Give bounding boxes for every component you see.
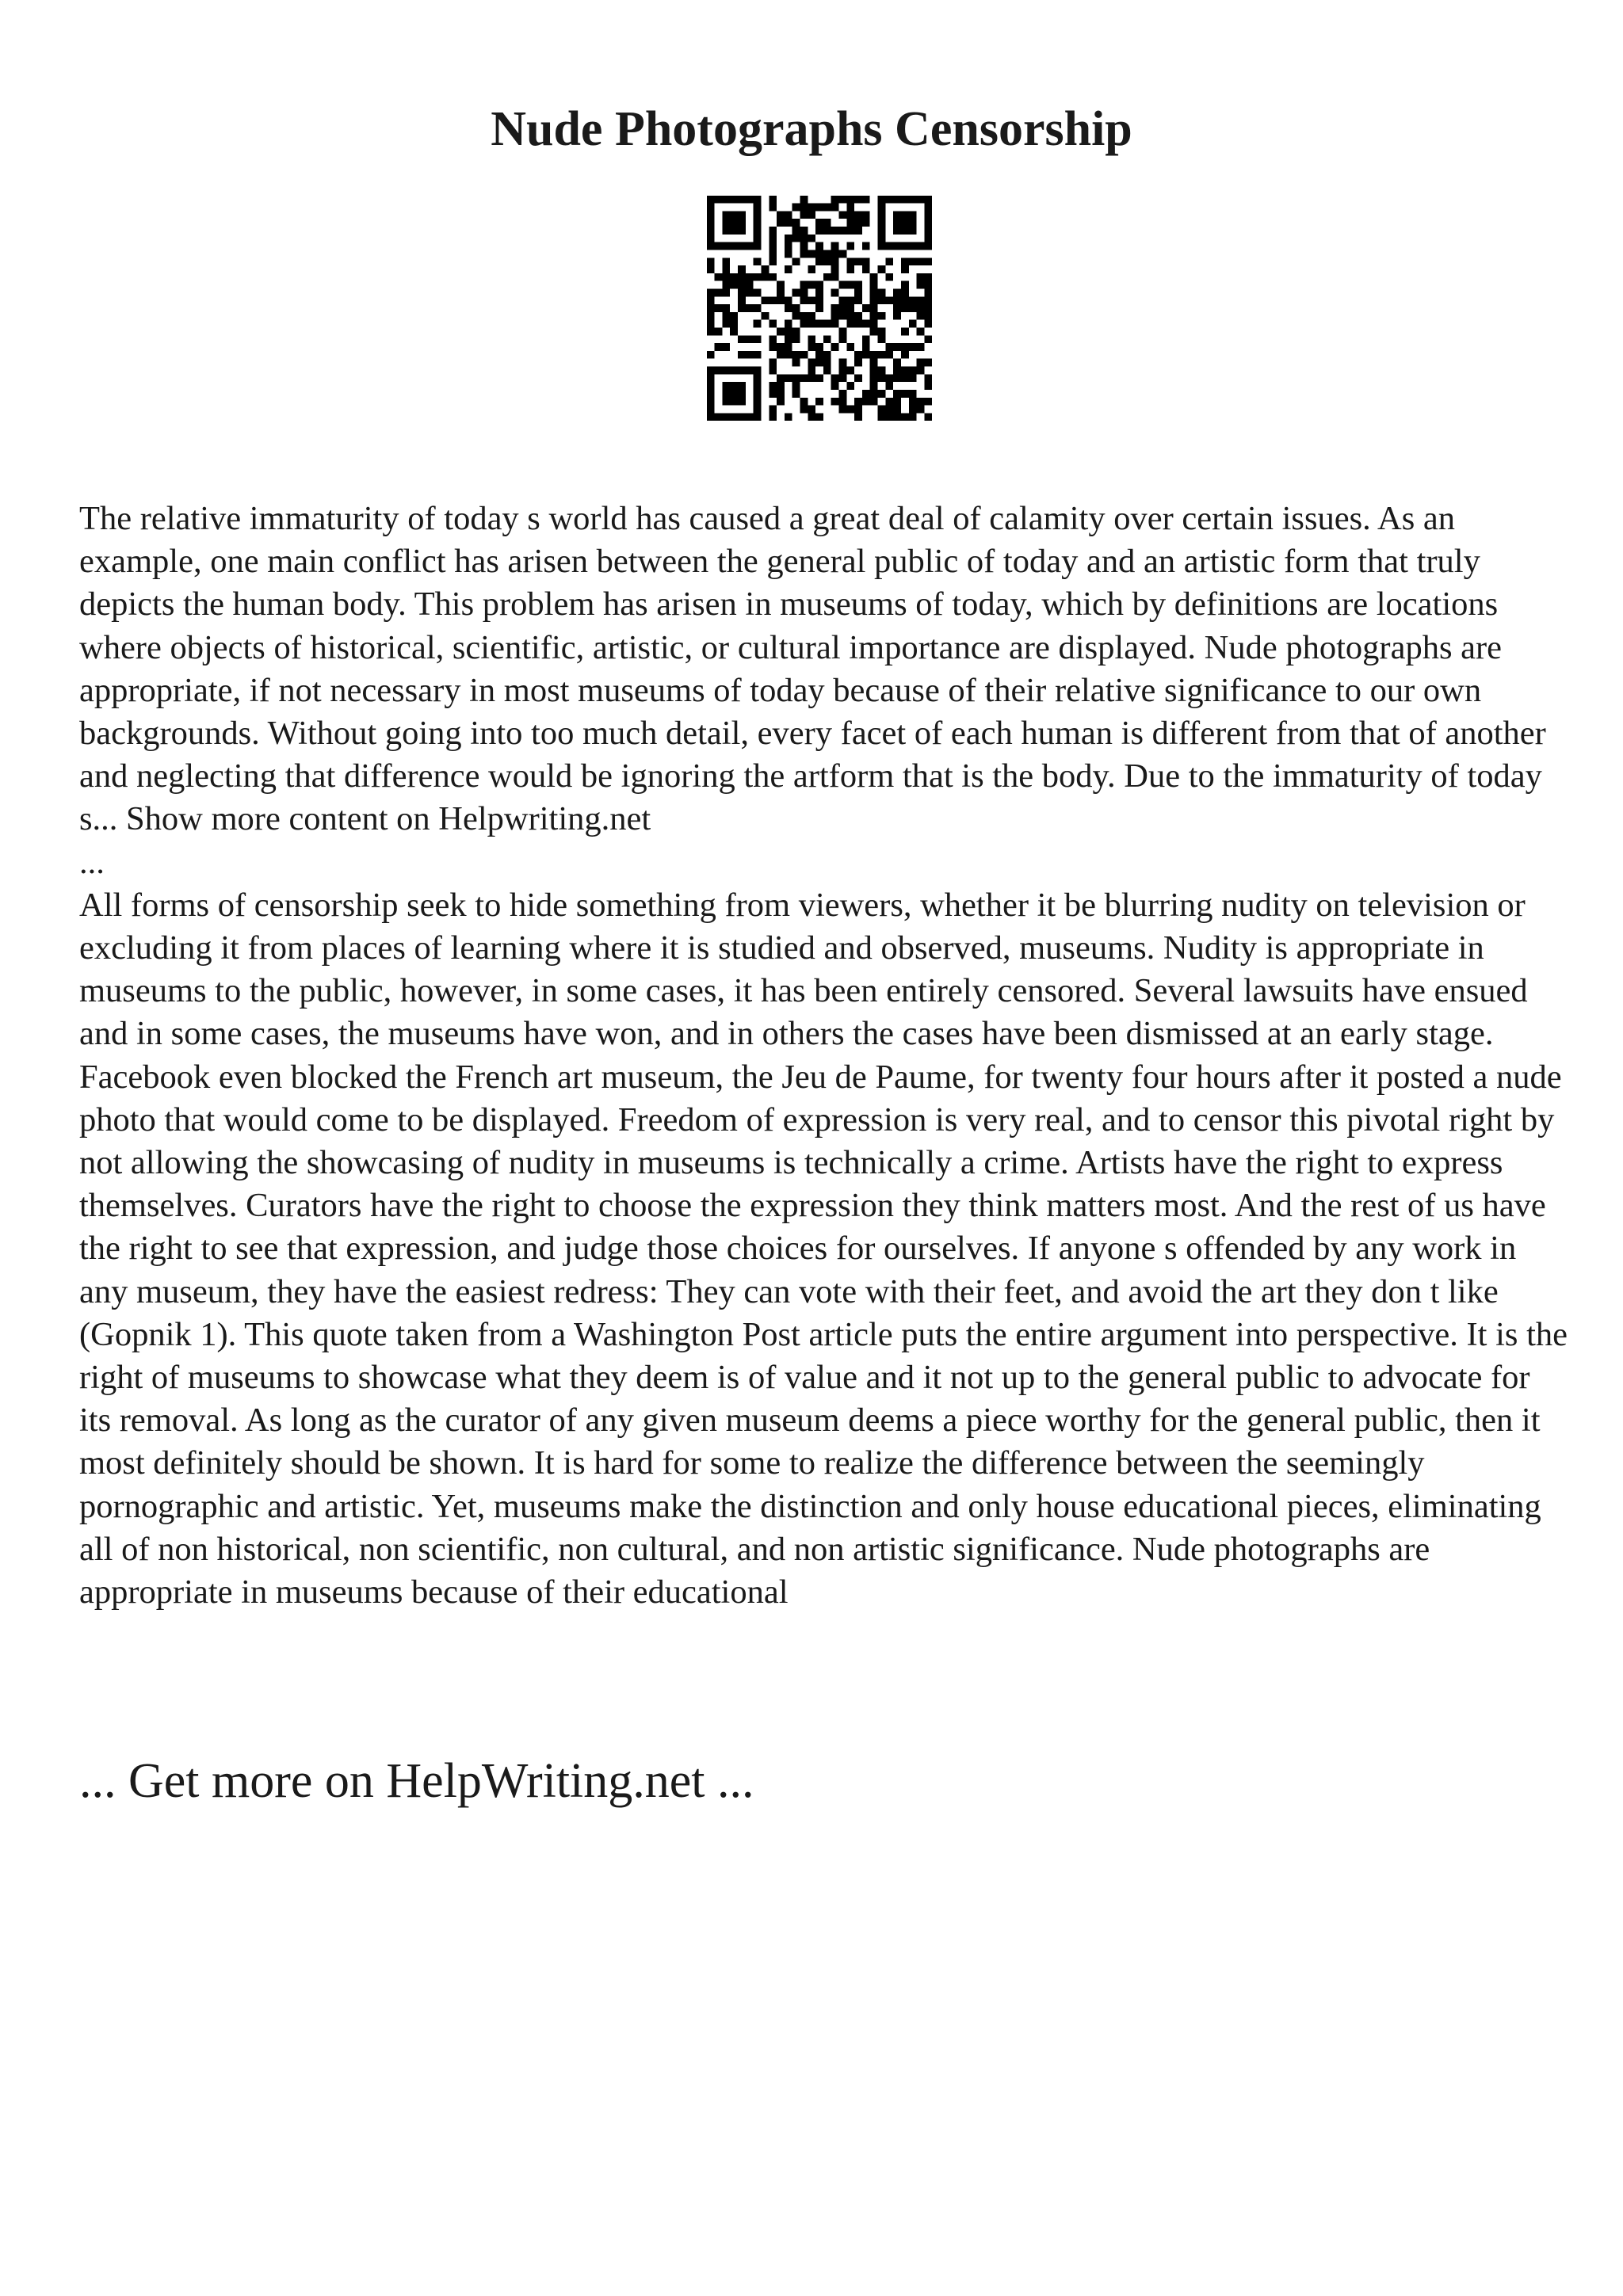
- get-more-link[interactable]: ... Get more on HelpWriting.net ...: [79, 1754, 754, 1808]
- paragraph-ellipsis: ...: [79, 843, 105, 881]
- page-title: Nude Photographs Censorship: [491, 102, 1132, 156]
- article-body: [79, 498, 1569, 1614]
- paragraph-intro: The relative immaturity of today s world has caused a great deal of calamity over certain issues. As an example, one main conflict has arisen between the general public of today and an artistic form that truly depicts the human body. This problem has arisen in museums of today, which by definitions are locations where objects of historical, scientific, artistic, or cultural importance are displayed. Nude photographs are appropriate, if not necessary in most museums of today because of their relative significance to our own backgrounds. Without going into too much detail, every facet of each human is different from that of another and neglecting that difference would be ignoring the artform that is the body. Due to the immaturity of today s... Show more content on Helpwriting.net: [79, 500, 1546, 838]
- paragraph-main: All forms of censorship seek to hide something from viewers, whether it be blurring nudity on television or excluding it from places of learning where it is studied and observed, museums. Nudity is appropriate in museums to the public, however, in some cases, it has been entirely censored. Several lawsuits have ensued and in some cases, the museums have won, and in others the cases have been dismissed at an early stage. Facebook even blocked the French art museum, the Jeu de Paume, for twenty four hours after it posted a nude photo that would come to be displayed. Freedom of expression is very real, and to censor this pivotal right by not allowing the showcasing of nudity in museums is technically a crime. Artists have the right to express themselves. Curators have the right to choose the expression they think matters most. And the rest of us have the right to see that expression, and judge those choices for ourselves. If anyone s offended by any work in any museum, they have the easiest redress: They can vote with their feet, and avoid the art they don t like (Gopnik 1). This quote taken from a Washington Post article puts the entire argument into perspective. It is the right of museums to showcase what they deem is of value and it not up to the general public to advocate for its removal. As long as the curator of any given museum deems a piece worthy for the general public, then it most definitely should be shown. It is hard for some to realize the difference between the seemingly pornographic and artistic. Yet, museums make the distinction and only house educational pieces, eliminating all of non historical, non scientific, non cultural, and non artistic significance. Nude photographs are appropriate in museums because of their educational: [79, 886, 1568, 1611]
- qr-code-icon[interactable]: [699, 188, 940, 429]
